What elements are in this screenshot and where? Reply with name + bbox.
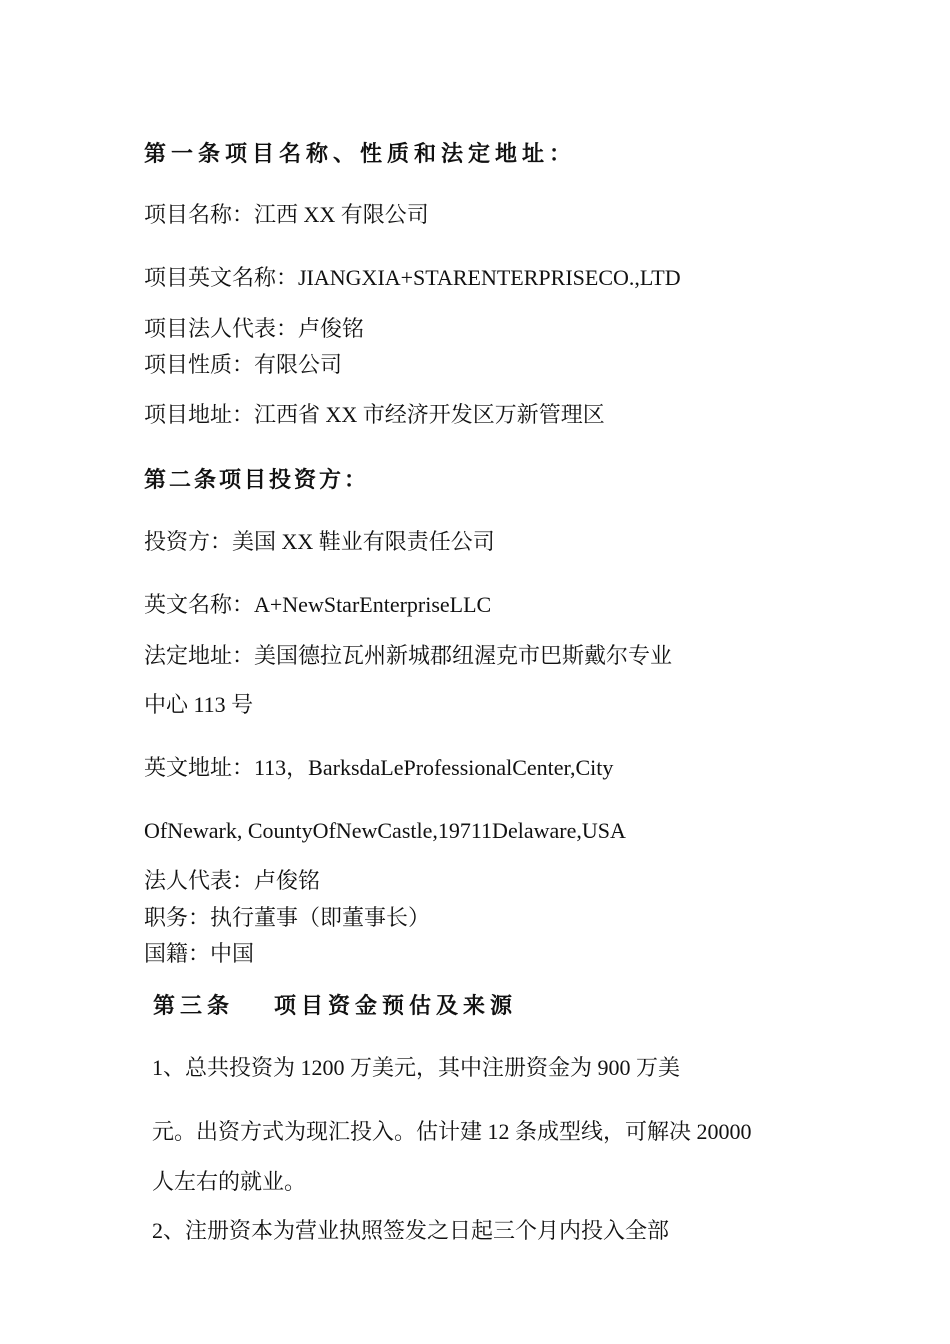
investor-english-name: 英文名称：A+NewStarEnterpriseLLC [144,592,492,617]
article1-heading: 第一条项目名称、性质和法定地址： [144,141,577,166]
english-address-line1: 英文地址：113，BarksdaLeProfessionalCenter,City [144,755,614,780]
project-nature: 项目性质：有限公司 [144,352,343,377]
investor-position: 职务：执行董事（即董事长） [144,905,431,930]
legal-address-line1: 法定地址：美国德拉瓦州新城郡纽渥克市巴斯戴尔专业 [144,643,673,668]
investor-name: 投资方：美国 XX 鞋业有限责任公司 [144,529,495,554]
english-address-line2: OfNewark, CountyOfNewCastle,19711Delaware,USA [144,818,626,843]
item1-line2: 元。出资方式为现汇投入。估计建 12 条成型线，可解决 20000 [152,1119,752,1144]
project-legal-representative: 项目法人代表：卢俊铭 [144,316,365,341]
investor-nationality: 国籍：中国 [144,941,255,966]
item1-line1: 1、总共投资为 1200 万美元，其中注册资金为 900 万美 [152,1055,681,1080]
article2-heading: 第二条项目投资方： [144,467,370,492]
item2-line1: 2、注册资本为营业执照签发之日起三个月内投入全部 [152,1218,670,1243]
investor-legal-representative: 法人代表：卢俊铭 [144,868,321,893]
project-name: 项目名称：江西 XX 有限公司 [144,202,429,227]
article3-heading-title: 项目资金预估及来源 [274,993,518,1018]
project-address: 项目地址：江西省 XX 市经济开发区万新管理区 [144,402,605,427]
project-english-name: 项目英文名称：JIANGXIA+STARENTERPRISECO.,LTD [144,265,681,290]
legal-address-line2: 中心 113 号 [144,692,254,717]
article3-heading [153,993,517,1019]
article3-heading-number: 第三条 [153,993,235,1018]
item1-line3: 人左右的就业。 [152,1169,307,1194]
